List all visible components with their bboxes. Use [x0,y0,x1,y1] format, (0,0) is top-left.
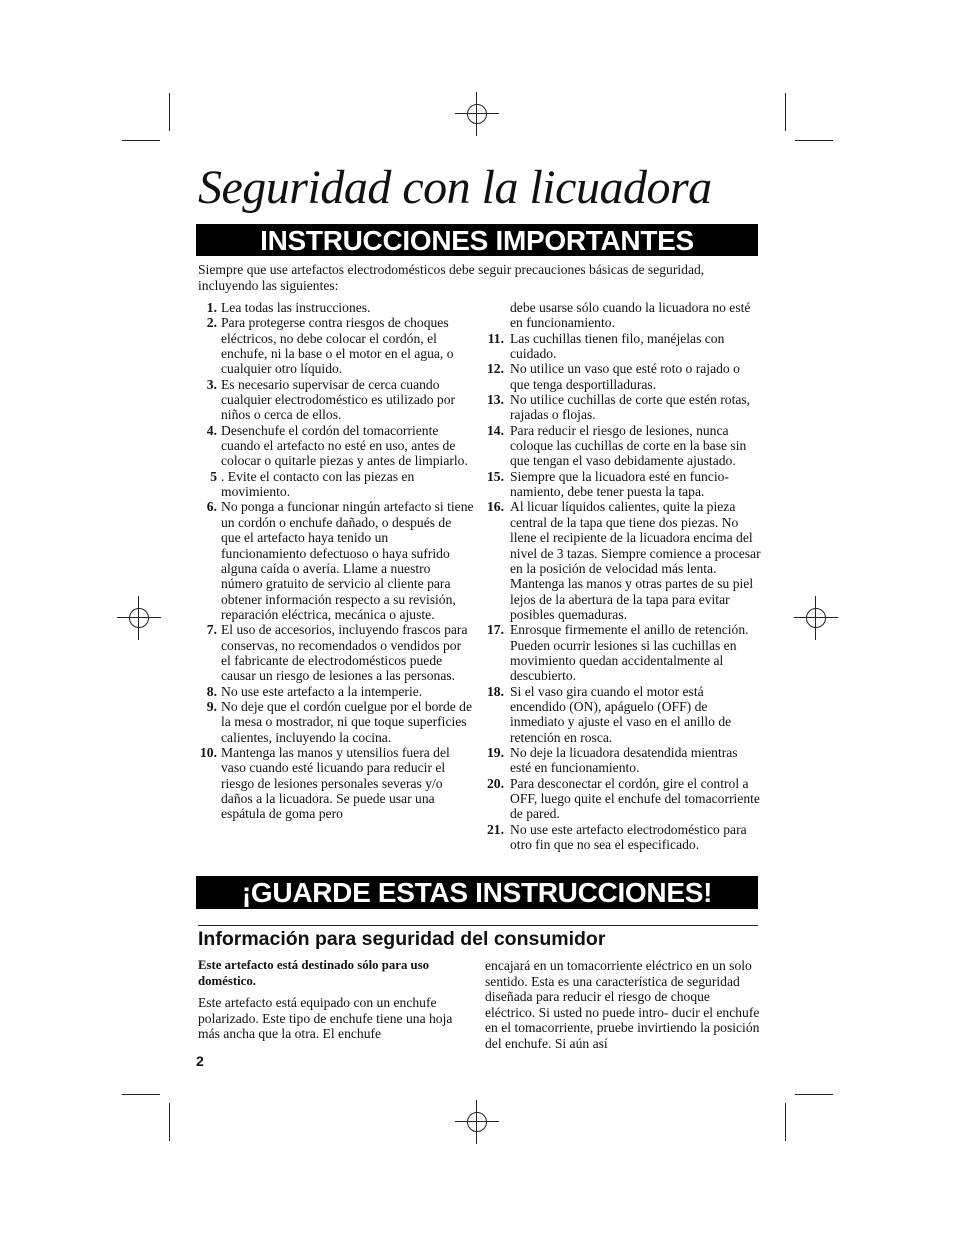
item-number: 18. [487,683,504,699]
page-title: Seguridad con la licuadora [198,161,712,214]
item-number: 6. [206,499,217,515]
list-item [485,331,761,362]
list-item [485,392,761,423]
list-item [485,499,761,622]
crop-mark [795,140,833,141]
polarized-plug-paragraph-continued: encajará en un tomacorriente eléctrico en un solo sentido. Esta es una característica de seguridad diseñada para reducir el riesgo de choque eléctrico. Si usted no puede intro- ducir el enchufe en el tomacorriente, pruebe invirtiendo la posición del enchufe. Si aún así [485,958,760,1051]
item-number: 14. [487,422,504,438]
item-number: 8. [206,683,217,699]
item-number: 9. [206,698,217,714]
list-item [485,745,761,776]
item-text: Desenchufe el cordón del tomacorriente cuando el artefacto no esté en uso, antes de colocar o quitarle piezas y antes de limpiarlo. [221,422,468,469]
item-number: 19. [487,744,504,760]
list-item [485,622,761,683]
instructions-column-right [485,300,761,852]
list-item [196,745,474,822]
banner-save-instructions: ¡GUARDE ESTAS INSTRUCCIONES! [196,876,758,909]
item-number: 1. [206,300,217,315]
list-item [196,699,474,745]
crop-mark [122,140,160,141]
list-item [196,315,474,376]
list-item [196,423,474,469]
list-item [196,622,474,683]
item-text: Para desconectar el cordón, gire el control a OFF, luego quite el enchufe del tomacorriente de pared. [510,775,760,822]
item-number: 12. [487,361,504,377]
page-number: 2 [196,1053,204,1069]
item-number: 10. [200,744,217,760]
item-text: No use este artefacto a la intemperie. [221,683,423,699]
item-text: Para protegerse contra riesgos de choques eléctricos, no debe colocar el cordón, el enchufe, ni la base o el motor en el agua, o cualquier otro líquido. [221,315,454,377]
item-number: 20. [487,775,504,791]
instructions-column-left [196,300,474,822]
list-item [485,684,761,745]
list-item [196,499,474,622]
item-text: Mantenga las manos y utensilios fuera del vaso cuando esté licuando para reducir el riesgo de lesiones personales severas y/o daños a la licuadora. Se puede usar una espátula de goma pero [221,744,450,822]
item-number: 21. [487,821,504,837]
list-item [485,469,761,500]
item-number: 3. [206,376,217,392]
item-number: 16. [487,499,504,515]
crop-mark [785,1103,786,1141]
item-text: No utilice un vaso que esté roto o rajado o que tenga desportilladuras. [510,361,740,392]
item-number: 15. [487,468,504,484]
banner-important-instructions: INSTRUCCIONES IMPORTANTES [196,224,758,256]
registration-mark-icon [455,92,499,136]
item-number: 7. [206,622,217,638]
item-text: No use este artefacto electrodoméstico para otro fin que no sea el especificado. [510,821,747,853]
item-text: Es necesario supervisar de cerca cuando cualquier electrodoméstico es utilizado por niños o cerca de ellos. [221,376,456,423]
registration-mark-icon [455,1100,499,1144]
item-number: 13. [487,392,504,408]
item-text: . Evite el contacto con las piezas en movimiento. [221,468,415,500]
list-item [485,361,761,392]
item-number: 17. [487,622,504,638]
crop-mark [122,1094,160,1095]
crop-mark [169,93,170,131]
crop-mark [169,1103,170,1141]
item-number: 5 [210,468,217,484]
item-text: No deje la licuadora desatendida mientras esté en funcionamiento. [510,744,738,776]
consumer-safety-heading: Información para seguridad del consumidor [198,928,606,950]
list-item [196,300,474,315]
list-item [196,377,474,423]
item-text: Las cuchillas tienen filo, manéjelas con cuidado. [510,330,725,362]
item-text: No deje que el cordón cuelgue por el borde de la mesa o mostrador, ni que toque superficies calientes, incluyendo la cocina. [221,698,473,745]
item-text: No utilice cuchillas de corte que estén rotas, rajadas o flojas. [510,392,751,423]
registration-mark-icon [117,596,161,640]
item-text: Al licuar líquidos calientes, quite la pieza central de la tapa que tiene dos piezas. No llene el recipiente de la licuadora encima del nivel de 3 tazas. Siempre comience a procesar en la posición de velocidad más lenta. Mantenga las manos y otras partes de su piel lejos de la abertura de la tapa para evitar posibles quemaduras. [510,499,761,622]
list-item-continuation: debe usarse sólo cuando la licuadora no esté en funcionamiento. [510,300,751,331]
polarized-plug-paragraph: Este artefacto está equipado con un enchufe polarizado. Este tipo de enchufe tiene una hoja más ancha que la otra. El enchufe [198,995,453,1041]
item-text: Enrosque firmemente el anillo de retención. Pueden ocurrir lesiones si las cuchillas en movimiento quedan accidentalmente al descubierto. [510,622,749,684]
item-text: El uso de accesorios, incluyendo frascos para conservas, no recomendados o vendidos por el fabricante de electrodomésticos puede causar un riesgo de lesiones a las personas. [221,622,468,684]
item-number: 11. [487,330,504,346]
list-item [485,423,761,469]
item-number: 4. [206,422,217,438]
item-text: Si el vaso gira cuando el motor está encendido (ON), apáguelo (OFF) de inmediato y ajuste el vaso en el anillo de retención en rosca. [510,683,732,745]
list-item [485,822,761,853]
crop-mark [795,1094,833,1095]
registration-mark-icon [794,596,838,640]
crop-mark [785,93,786,131]
household-use-note: Este artefacto está destinado sólo para uso doméstico. [198,958,430,988]
item-text: No ponga a funcionar ningún artefacto si tiene un cordón o enchufe dañado, o después de que el artefacto haya tenido un funcionamiento defectuoso o haya sufrido alguna caída o avería. Llame a nuestro número gratuito de servicio al cliente para obtener información respecto a su revisión, reparación eléctrica, mecánica o ajuste. [221,499,474,622]
list-item [196,684,474,699]
list-item [196,469,474,500]
list-item [485,776,761,822]
item-text: Lea todas las instrucciones. [221,300,371,315]
item-number: 2. [206,315,217,331]
item-text: Para reducir el riesgo de lesiones, nunca coloque las cuchillas de corte en la base sin que tengan el vaso debidamente ajustado. [510,422,747,469]
intro-text: Siempre que use artefactos electrodomésticos debe seguir precauciones básicas de seguridad, incluyendo las siguientes: [198,262,705,293]
item-text: Siempre que la licuadora esté en funcio- namiento, debe tener puesta la tapa. [510,468,729,500]
